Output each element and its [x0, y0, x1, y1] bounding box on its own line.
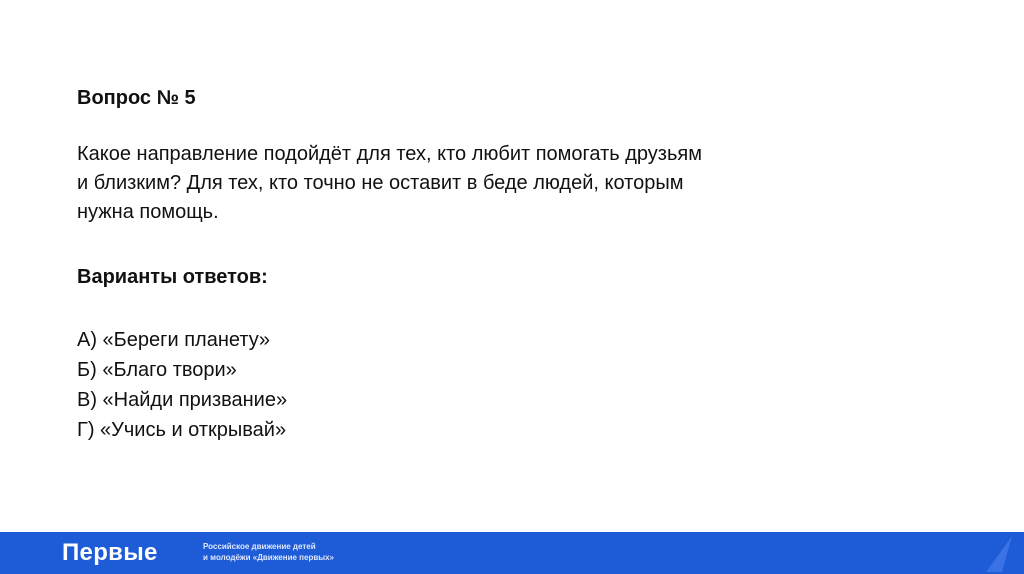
answer-option-d: Г) «Учись и открывай» — [77, 419, 287, 441]
slide-content — [77, 84, 877, 445]
brand-subtitle-line: Российское движение детей — [203, 542, 316, 551]
brand-subtitle — [203, 541, 334, 563]
question-text-line: нужна помощь. — [77, 201, 219, 223]
question-text-line: и близким? Для тех, кто точно не оставит в беде людей, которым — [77, 172, 684, 194]
footer-bar — [0, 532, 1024, 574]
answer-option-b: Б) «Благо твори» — [77, 359, 237, 381]
answer-option-c: В) «Найди призвание» — [77, 389, 288, 411]
question-text-line: Какое направление подойдёт для тех, кто любит помогать друзьям — [77, 143, 702, 165]
brand-subtitle-line: и молодёжи «Движение первых» — [203, 553, 334, 562]
question-title: Вопрос № 5 — [77, 87, 196, 109]
answer-list — [77, 325, 877, 445]
answer-option-a: А) «Береги планету» — [77, 329, 271, 351]
brand-logo-text: Первые — [62, 539, 158, 566]
paper-plane-icon — [978, 532, 1018, 574]
answers-heading: Варианты ответов: — [77, 266, 268, 288]
question-text — [77, 140, 877, 227]
